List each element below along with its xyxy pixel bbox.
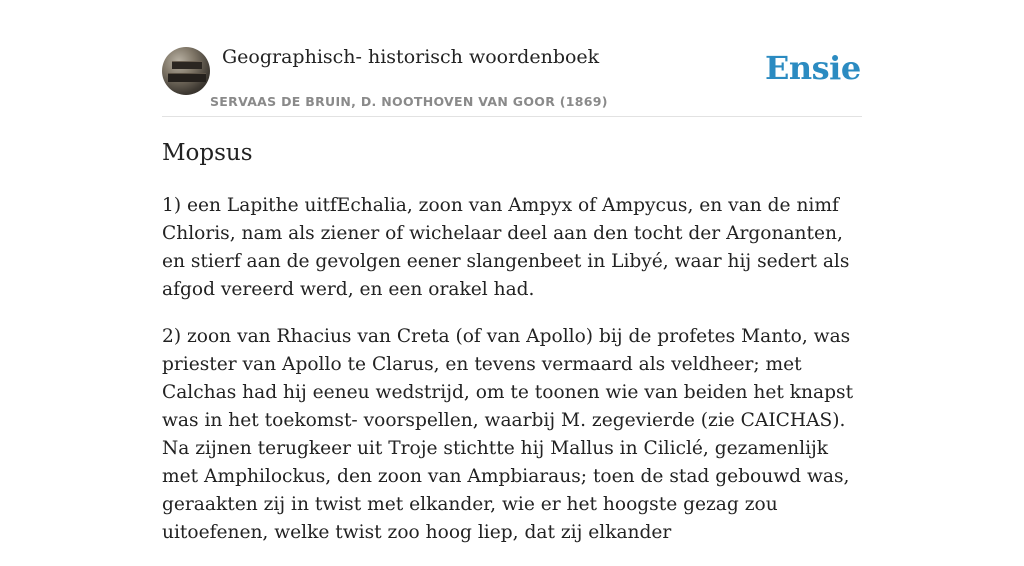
entry-title: Mopsus (162, 140, 253, 166)
entry-paragraph-1: 1) een Lapithe uitfEchalia, zoon van Ampyx of Ampycus, en van de nimf Chloris, nam als ziener of wichelaar deel aan den tocht der Argonanten, en stierf aan de gevolgen eener slangenbeet in Libyé, waar hij sedert als afgod vereerd werd, en een orakel had. (162, 195, 850, 300)
source-authors: SERVAAS DE BRUIN, D. NOOTHOVEN VAN GOOR (1869) (210, 94, 608, 109)
book-spine-bottom (168, 73, 206, 82)
book-cover-icon[interactable] (162, 47, 210, 95)
entry-paragraph-2: 2) zoon van Rhacius van Creta (of van Apollo) bij de profetes Manto, was priester van Apollo te Clarus, en tevens vermaard als veldheer; met Calchas had hij eeneu wedstrijd, om te toonen wie van beiden het knapst was in het toekomst- voorspellen, waarbij M. zegevierde (zie CAICHAS). Na zijnen terugkeer uit Troje stichtte hij Mallus in Ciliclé, gezamenlijk met Amphilockus, den zoon van Ampbiaraus; toen de stad gebouwd was, geraakten zij in twist met elkander, wie er het hoogste gezag zou uitoefenen, welke twist zoo hoog liep, dat zij elkander (162, 326, 854, 543)
book-spine-top (172, 61, 202, 69)
ensie-logo[interactable]: Ensie (765, 49, 861, 87)
source-header (162, 0, 862, 117)
entry-content (162, 192, 867, 566)
source-book-title[interactable]: Geographisch- historisch woordenboek (222, 46, 600, 68)
page-container (162, 0, 862, 543)
